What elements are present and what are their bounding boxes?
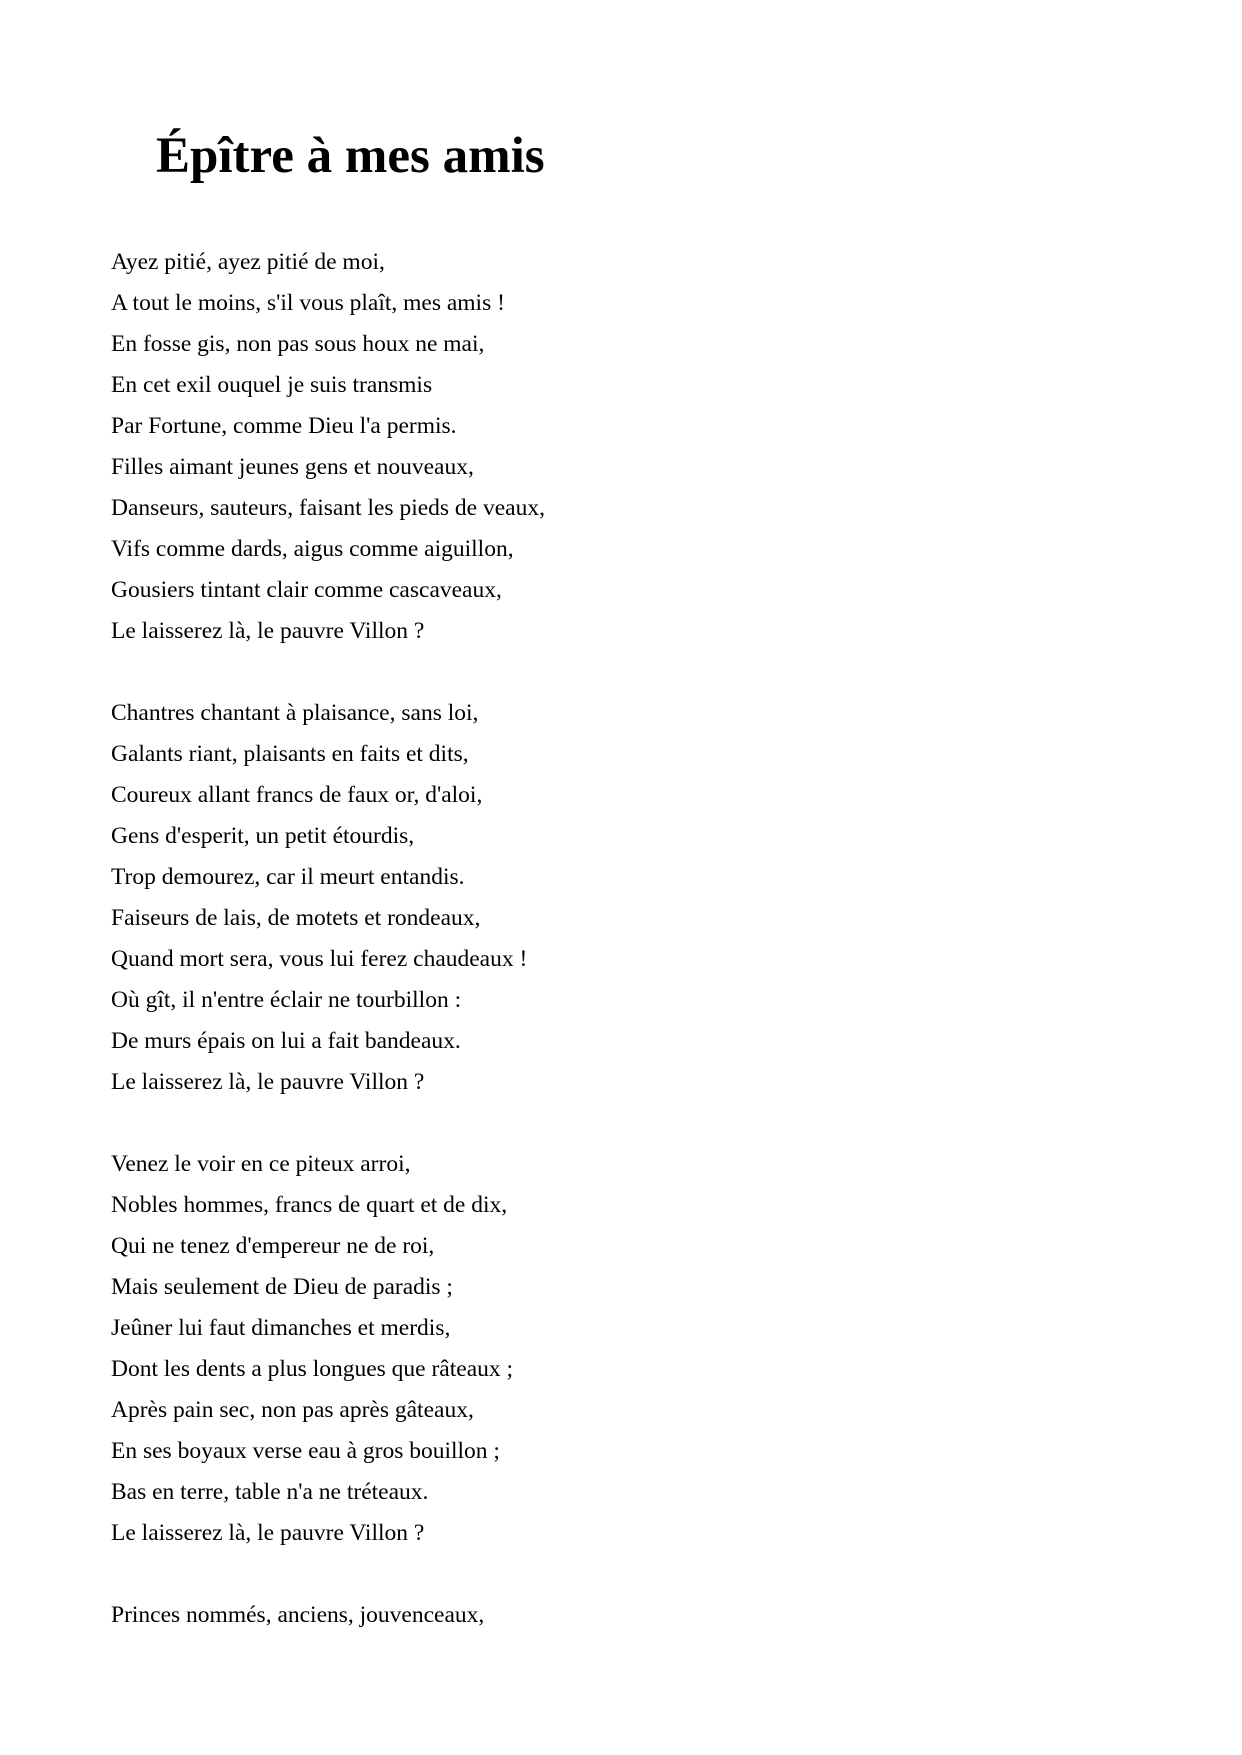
poem-line: Où gît, il n'entre éclair ne tourbillon : (111, 987, 462, 1013)
poem-line: De murs épais on lui a fait bandeaux. (111, 1028, 461, 1054)
poem-line: Danseurs, sauteurs, faisant les pieds de veaux, (111, 495, 545, 521)
poem-line: Par Fortune, comme Dieu l'a permis. (111, 413, 457, 439)
poem-line: Filles aimant jeunes gens et nouveaux, (111, 454, 474, 480)
poem-line: Faiseurs de lais, de motets et rondeaux, (111, 905, 481, 931)
poem-line: Venez le voir en ce piteux arroi, (111, 1151, 411, 1177)
poem-line: Bas en terre, table n'a ne tréteaux. (111, 1479, 429, 1505)
poem-stanza (111, 1595, 1161, 1636)
poem-line: Nobles hommes, francs de quart et de dix, (111, 1192, 508, 1218)
poem-line: En cet exil ouquel je suis transmis (111, 372, 433, 398)
poem-line: Chantres chantant à plaisance, sans loi, (111, 700, 479, 726)
poem-line: A tout le moins, s'il vous plaît, mes amis ! (111, 290, 505, 316)
poem-line: Quand mort sera, vous lui ferez chaudeaux ! (111, 946, 528, 972)
poem-line: Gousiers tintant clair comme cascaveaux, (111, 577, 502, 603)
poem-line: Jeûner lui faut dimanches et merdis, (111, 1315, 451, 1341)
poem-line: Princes nommés, anciens, jouvenceaux, (111, 1602, 485, 1628)
poem-stanza (111, 693, 1161, 1103)
poem-stanza (111, 1144, 1161, 1554)
poem-line: Trop demourez, car il meurt entandis. (111, 864, 465, 890)
poem-line: Après pain sec, non pas après gâteaux, (111, 1397, 474, 1423)
poem-stanza (111, 242, 1161, 652)
poem-line: Mais seulement de Dieu de paradis ; (111, 1274, 453, 1300)
poem-line: Gens d'esperit, un petit étourdis, (111, 823, 415, 849)
poem-line: Le laisserez là, le pauvre Villon ? (111, 618, 425, 644)
poem-line: En ses boyaux verse eau à gros bouillon ; (111, 1438, 500, 1464)
poem-line: Qui ne tenez d'empereur ne de roi, (111, 1233, 435, 1259)
poem-line: Le laisserez là, le pauvre Villon ? (111, 1520, 425, 1546)
poem-line: Le laisserez là, le pauvre Villon ? (111, 1069, 425, 1095)
poem-body (111, 242, 1161, 1677)
poem-line: Ayez pitié, ayez pitié de moi, (111, 249, 385, 275)
poem-line: Coureux allant francs de faux or, d'aloi, (111, 782, 483, 808)
poem-line: Dont les dents a plus longues que râteaux ; (111, 1356, 514, 1382)
poem-line: Galants riant, plaisants en faits et dits, (111, 741, 469, 767)
poem-line: Vifs comme dards, aigus comme aiguillon, (111, 536, 514, 562)
poem-line: En fosse gis, non pas sous houx ne mai, (111, 331, 485, 357)
poem-title: Épître à mes amis (156, 128, 545, 184)
